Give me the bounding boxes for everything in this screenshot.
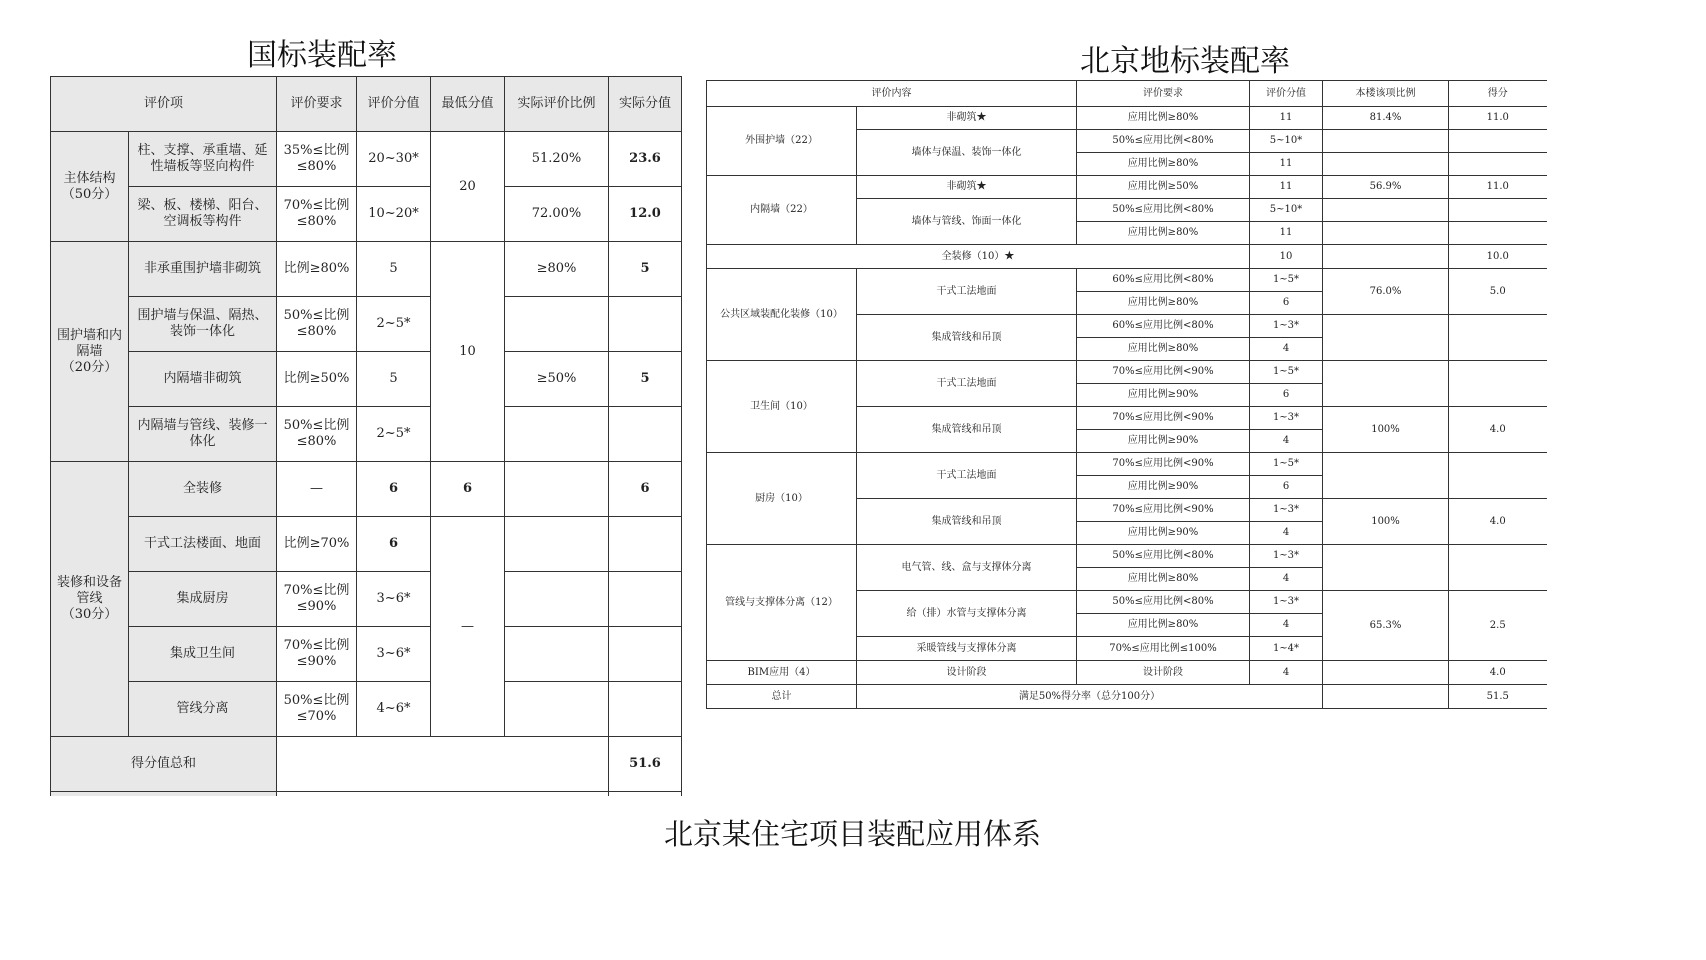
- actual-score-cell: [609, 297, 682, 352]
- actual-score-cell: 5: [609, 242, 682, 297]
- ratio-cell: [505, 407, 609, 462]
- score-cell: 6: [357, 517, 431, 572]
- left-title: 国标装配率: [247, 38, 397, 73]
- requirement-cell: 应用比例≥80%: [1077, 614, 1250, 637]
- table-row: [51, 462, 682, 517]
- subitem-cell: 干式工法地面: [857, 361, 1077, 407]
- table-row: [51, 187, 682, 242]
- requirement-cell: 应用比例≥90%: [1077, 522, 1250, 545]
- requirement-cell: 应用比例≥80%: [1077, 338, 1250, 361]
- score-cell: 4.0: [1449, 661, 1547, 685]
- requirement-cell: 50%≤应用比例<80%: [1077, 591, 1250, 614]
- value-cell: 6: [1250, 292, 1323, 315]
- requirement-cell: 60%≤应用比例<80%: [1077, 315, 1250, 338]
- section-cell: 全装修（10）★: [707, 245, 1250, 269]
- score-cell: 11.0: [1449, 107, 1547, 130]
- ratio-cell: 100%: [1323, 407, 1449, 453]
- score-cell: 4.0: [1449, 407, 1547, 453]
- ratio-cell: [505, 297, 609, 352]
- requirement-cell: 50%≤比例≤80%: [277, 297, 357, 352]
- ratio-cell: ≥80%: [505, 242, 609, 297]
- subitem-cell: 集成管线和吊顶: [857, 499, 1077, 545]
- table-cutoff-row: [51, 792, 682, 796]
- header-cell: 评价内容: [707, 81, 1077, 107]
- value-cell: 11: [1250, 176, 1323, 199]
- ratio-cell: [1323, 315, 1449, 361]
- actual-score-cell: [609, 517, 682, 572]
- requirement-cell: 70%≤应用比例<90%: [1077, 407, 1250, 430]
- requirement-cell: 70%≤应用比例<90%: [1077, 499, 1250, 522]
- score-cell: 5: [357, 242, 431, 297]
- value-cell: 1~5*: [1250, 269, 1323, 292]
- table-row: [51, 407, 682, 462]
- requirement-cell: 应用比例≥80%: [1077, 292, 1250, 315]
- table-row: [51, 297, 682, 352]
- value-cell: 5~10*: [1250, 199, 1323, 222]
- item-cell: 非承重围护墙非砌筑: [129, 242, 277, 297]
- item-cell: 干式工法楼面、地面: [129, 517, 277, 572]
- cutoff-cell: [277, 792, 609, 796]
- requirement-cell: 70%≤应用比例≤100%: [1077, 637, 1250, 661]
- value-cell: 5~10*: [1250, 130, 1323, 153]
- subitem-cell: 电气管、线、盒与支撑体分离: [857, 545, 1077, 591]
- table-row: [51, 242, 682, 297]
- value-cell: 1~3*: [1250, 545, 1323, 568]
- bottom-caption: 北京某住宅项目装配应用体系: [664, 817, 1042, 851]
- actual-score-cell: [609, 682, 682, 737]
- score-cell: [1449, 545, 1547, 591]
- actual-score-cell: 6: [609, 462, 682, 517]
- header-cell: 得分: [1449, 81, 1547, 107]
- ratio-cell: [1323, 685, 1449, 709]
- subitem-cell: 非砌筑★: [857, 176, 1077, 199]
- score-cell: [1449, 315, 1547, 361]
- table-row: [51, 682, 682, 737]
- value-cell: 6: [1250, 476, 1323, 499]
- requirement-cell: 应用比例≥80%: [1077, 568, 1250, 591]
- category-cell: 围护墙和内隔墙 （20分）: [51, 242, 129, 462]
- table-header: [51, 77, 682, 132]
- ratio-cell: [1323, 453, 1449, 499]
- value-cell: 4: [1250, 430, 1323, 453]
- actual-score-cell: [609, 407, 682, 462]
- header-cell: 评价要求: [277, 77, 357, 132]
- score-cell: 2.5: [1449, 591, 1547, 661]
- requirement-cell: 设计阶段: [1077, 661, 1250, 685]
- value-cell: 6: [1250, 384, 1323, 407]
- score-cell: 3~6*: [357, 572, 431, 627]
- ratio-cell: [505, 572, 609, 627]
- ratio-cell: 72.00%: [505, 187, 609, 242]
- cutoff-cell: [51, 792, 277, 796]
- ratio-cell: [505, 682, 609, 737]
- header-cell: 评价项: [51, 77, 277, 132]
- ratio-cell: [1323, 245, 1449, 269]
- table-row: [707, 245, 1547, 269]
- min-score-cell: 20: [431, 132, 505, 242]
- value-cell: 11: [1250, 153, 1323, 176]
- subitem-cell: 集成管线和吊顶: [857, 407, 1077, 453]
- value-cell: 4: [1250, 661, 1323, 685]
- total-row: [707, 685, 1547, 709]
- header-cell: 实际分值: [609, 77, 682, 132]
- table-row: [51, 352, 682, 407]
- table-row: [707, 453, 1547, 476]
- section-cell: 外围护墙（22）: [707, 107, 857, 176]
- total-score: 51.5: [1449, 685, 1547, 709]
- subitem-cell: 干式工法地面: [857, 269, 1077, 315]
- requirement-cell: 应用比例≥80%: [1077, 222, 1250, 245]
- table-row: [707, 176, 1547, 199]
- item-cell: 全装修: [129, 462, 277, 517]
- requirement-cell: 70%≤比例≤90%: [277, 627, 357, 682]
- score-cell: [1449, 453, 1547, 499]
- ratio-cell: [1323, 153, 1449, 176]
- table-row: [707, 661, 1547, 685]
- header-cell: 实际评价比例: [505, 77, 609, 132]
- min-score-cell: 6: [431, 462, 505, 517]
- requirement-cell: —: [277, 462, 357, 517]
- table-row: [51, 132, 682, 187]
- requirement-cell: 35%≤比例≤80%: [277, 132, 357, 187]
- value-cell: 1~3*: [1250, 591, 1323, 614]
- subitem-cell: 设计阶段: [857, 661, 1077, 685]
- section-cell: 内隔墙（22）: [707, 176, 857, 245]
- requirement-cell: 70%≤比例≤90%: [277, 572, 357, 627]
- value-cell: 4: [1250, 614, 1323, 637]
- value-cell: 10: [1250, 245, 1323, 269]
- header-cell: 最低分值: [431, 77, 505, 132]
- subitem-cell: 给（排）水管与支撑体分离: [857, 591, 1077, 637]
- ratio-cell: [1323, 222, 1449, 245]
- actual-score-cell: [609, 572, 682, 627]
- total-requirement: 满足50%得分率（总分100分）: [857, 685, 1323, 709]
- item-cell: 集成卫生间: [129, 627, 277, 682]
- item-cell: 柱、支撑、承重墙、延性墙板等竖向构件: [129, 132, 277, 187]
- score-cell: 6: [357, 462, 431, 517]
- ratio-cell: 100%: [1323, 499, 1449, 545]
- ratio-cell: [1323, 361, 1449, 407]
- requirement-cell: 比例≥80%: [277, 242, 357, 297]
- subitem-cell: 干式工法地面: [857, 453, 1077, 499]
- national-standard-table: [50, 76, 682, 796]
- score-cell: 4.0: [1449, 499, 1547, 545]
- value-cell: 1~5*: [1250, 361, 1323, 384]
- score-cell: 2~5*: [357, 297, 431, 352]
- ratio-cell: 76.0%: [1323, 269, 1449, 315]
- score-cell: [1449, 361, 1547, 407]
- table-header: [707, 81, 1547, 107]
- total-empty-cell: [277, 737, 609, 792]
- subitem-cell: 采暖管线与支撑体分离: [857, 637, 1077, 661]
- section-cell: 管线与支撑体分离（12）: [707, 545, 857, 661]
- value-cell: 4: [1250, 338, 1323, 361]
- score-cell: 20~30*: [357, 132, 431, 187]
- score-cell: [1449, 130, 1547, 153]
- total-row: [51, 737, 682, 792]
- score-cell: 11.0: [1449, 176, 1547, 199]
- table-row: [51, 517, 682, 572]
- requirement-cell: 比例≥70%: [277, 517, 357, 572]
- score-cell: 5.0: [1449, 269, 1547, 315]
- ratio-cell: [1323, 130, 1449, 153]
- value-cell: 11: [1250, 222, 1323, 245]
- actual-score-cell: 23.6: [609, 132, 682, 187]
- score-cell: 3~6*: [357, 627, 431, 682]
- ratio-cell: [505, 627, 609, 682]
- value-cell: 1~4*: [1250, 637, 1323, 661]
- item-cell: 管线分离: [129, 682, 277, 737]
- item-cell: 内隔墙与管线、装修一体化: [129, 407, 277, 462]
- requirement-cell: 应用比例≥90%: [1077, 384, 1250, 407]
- table-row: [707, 545, 1547, 568]
- total-value: 51.6: [609, 737, 682, 792]
- requirement-cell: 应用比例≥90%: [1077, 476, 1250, 499]
- requirement-cell: 应用比例≥90%: [1077, 430, 1250, 453]
- requirement-cell: 比例≥50%: [277, 352, 357, 407]
- score-cell: [1449, 199, 1547, 222]
- header-cell: 评价要求: [1077, 81, 1250, 107]
- actual-score-cell: 5: [609, 352, 682, 407]
- ratio-cell: [1323, 545, 1449, 591]
- value-cell: 1~5*: [1250, 453, 1323, 476]
- header-cell: 评价分值: [1250, 81, 1323, 107]
- value-cell: 11: [1250, 107, 1323, 130]
- subitem-cell: 墙体与保温、装饰一体化: [857, 130, 1077, 176]
- subitem-cell: 墙体与管线、饰面一体化: [857, 199, 1077, 245]
- item-cell: 内隔墙非砌筑: [129, 352, 277, 407]
- score-cell: 2~5*: [357, 407, 431, 462]
- ratio-cell: 56.9%: [1323, 176, 1449, 199]
- ratio-cell: [1323, 661, 1449, 685]
- score-cell: [1449, 153, 1547, 176]
- table-row: [707, 269, 1547, 292]
- section-cell: 厨房（10）: [707, 453, 857, 545]
- ratio-cell: [1323, 199, 1449, 222]
- min-score-cell: 10: [431, 242, 505, 462]
- value-cell: 1~3*: [1250, 407, 1323, 430]
- category-cell: 主体结构 （50分）: [51, 132, 129, 242]
- requirement-cell: 50%≤应用比例<80%: [1077, 545, 1250, 568]
- total-label: 总计: [707, 685, 857, 709]
- table-row: [707, 361, 1547, 384]
- requirement-cell: 50%≤应用比例<80%: [1077, 130, 1250, 153]
- header-cell: 本楼该项比例: [1323, 81, 1449, 107]
- value-cell: 4: [1250, 522, 1323, 545]
- score-cell: 10~20*: [357, 187, 431, 242]
- score-cell: 5: [357, 352, 431, 407]
- requirement-cell: 50%≤比例≤70%: [277, 682, 357, 737]
- actual-score-cell: [609, 627, 682, 682]
- total-label: 得分值总和: [51, 737, 277, 792]
- item-cell: 围护墙与保温、隔热、装饰一体化: [129, 297, 277, 352]
- section-cell: 公共区域装配化装修（10）: [707, 269, 857, 361]
- category-cell: 装修和设备管线 （30分）: [51, 462, 129, 737]
- requirement-cell: 70%≤应用比例<90%: [1077, 361, 1250, 384]
- requirement-cell: 50%≤比例≤80%: [277, 407, 357, 462]
- value-cell: 1~3*: [1250, 499, 1323, 522]
- right-title: 北京地标装配率: [1080, 44, 1290, 79]
- value-cell: 1~3*: [1250, 315, 1323, 338]
- score-cell: [1449, 222, 1547, 245]
- section-cell: 卫生间（10）: [707, 361, 857, 453]
- table-row: [51, 627, 682, 682]
- requirement-cell: 应用比例≥50%: [1077, 176, 1250, 199]
- cutoff-cell: [609, 792, 682, 796]
- ratio-cell: [505, 517, 609, 572]
- beijing-standard-table: [706, 80, 1547, 709]
- item-cell: 集成厨房: [129, 572, 277, 627]
- min-score-cell: —: [431, 517, 505, 737]
- ratio-cell: 65.3%: [1323, 591, 1449, 661]
- ratio-cell: ≥50%: [505, 352, 609, 407]
- value-cell: 4: [1250, 568, 1323, 591]
- requirement-cell: 50%≤应用比例<80%: [1077, 199, 1250, 222]
- subitem-cell: 集成管线和吊顶: [857, 315, 1077, 361]
- item-cell: 梁、板、楼梯、阳台、空调板等构件: [129, 187, 277, 242]
- ratio-cell: [505, 462, 609, 517]
- score-cell: 4~6*: [357, 682, 431, 737]
- ratio-cell: 51.20%: [505, 132, 609, 187]
- requirement-cell: 70%≤比例≤80%: [277, 187, 357, 242]
- requirement-cell: 应用比例≥80%: [1077, 107, 1250, 130]
- section-cell: BIM应用（4）: [707, 661, 857, 685]
- table-row: [707, 107, 1547, 130]
- requirement-cell: 应用比例≥80%: [1077, 153, 1250, 176]
- actual-score-cell: 12.0: [609, 187, 682, 242]
- table-row: [51, 572, 682, 627]
- requirement-cell: 60%≤应用比例<80%: [1077, 269, 1250, 292]
- header-cell: 评价分值: [357, 77, 431, 132]
- subitem-cell: 非砌筑★: [857, 107, 1077, 130]
- score-cell: 10.0: [1449, 245, 1547, 269]
- requirement-cell: 70%≤应用比例<90%: [1077, 453, 1250, 476]
- ratio-cell: 81.4%: [1323, 107, 1449, 130]
